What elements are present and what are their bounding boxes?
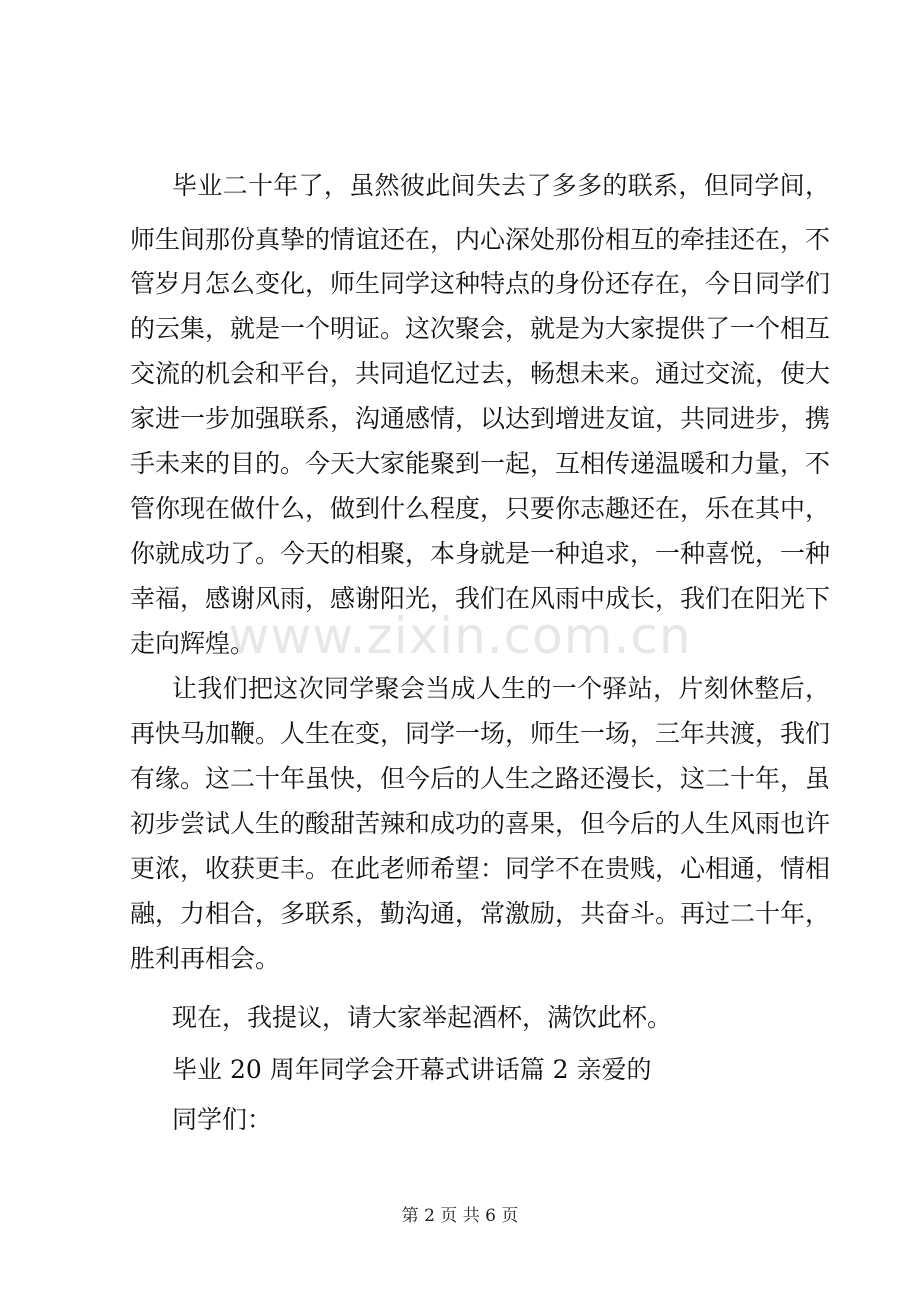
paragraph-1-line-1: 毕业二十年了，虽然彼此间失去了多多的联系，但同学间，	[172, 171, 830, 200]
watermark: www.zixin.com.cn	[228, 607, 692, 665]
paragraph-2-line-3: 有缘。这二十年虽快，但今后的人生之路还漫长，这二十年，虽	[130, 764, 831, 793]
paragraph-2-line-2: 再快马加鞭。人生在变，同学一场，师生一场，三年共渡，我们	[130, 719, 831, 748]
paragraph-1-line-3: 管岁月怎么变化，师生同学这种特点的身份还存在，今日同学们	[130, 269, 831, 298]
paragraph-1-line-5: 交流的机会和平台，共同追忆过去，畅想未来。通过交流，使大	[130, 359, 831, 388]
paragraph-1-line-7: 手未来的目的。今天大家能聚到一起，互相传递温暖和力量，不	[130, 449, 831, 478]
paragraph-2-line-5: 更浓，收获更丰。在此老师希望：同学不在贵贱，心相通，情相	[130, 854, 831, 883]
paragraph-1-line-10: 幸福，感谢风雨，感谢阳光，我们在风雨中成长，我们在阳光下	[130, 584, 831, 613]
paragraph-1-line-8: 管你现在做什么，做到什么程度，只要你志趣还在，乐在其中，	[130, 494, 831, 523]
page-footer: 第 2 页 共 6 页	[401, 1206, 519, 1226]
paragraph-3: 现在，我提议，请大家举起酒杯，满饮此杯。	[172, 1003, 673, 1032]
paragraph-1-line-6: 家进一步加强联系，沟通感情，以达到增进友谊，共同进步，携	[130, 404, 831, 433]
paragraph-1-line-2: 师生间那份真挚的情谊还在，内心深处那份相互的牵挂还在，不	[130, 225, 831, 254]
paragraph-2-line-7: 胜利再相会。	[130, 944, 281, 973]
paragraph-4: 毕业 20 周年同学会开幕式讲话篇 2 亲爱的	[172, 1055, 652, 1084]
paragraph-2-line-4: 初步尝试人生的酸甜苦辣和成功的喜果，但今后的人生风雨也许	[130, 809, 831, 838]
paragraph-2-line-6: 融，力相合，多联系，勤沟通，常激励，共奋斗。再过二十年，	[130, 899, 831, 928]
paragraph-2-line-1: 让我们把这次同学聚会当成人生的一个驿站，片刻休整后，	[172, 674, 830, 703]
paragraph-1-line-11: 走向辉煌。	[130, 629, 256, 658]
paragraph-1-line-9: 你就成功了。今天的相聚，本身就是一种追求，一种喜悦，一种	[130, 539, 831, 568]
paragraph-1-line-4: 的云集，就是一个明证。这次聚会，就是为大家提供了一个相互	[130, 314, 831, 343]
paragraph-5: 同学们：	[172, 1105, 273, 1134]
